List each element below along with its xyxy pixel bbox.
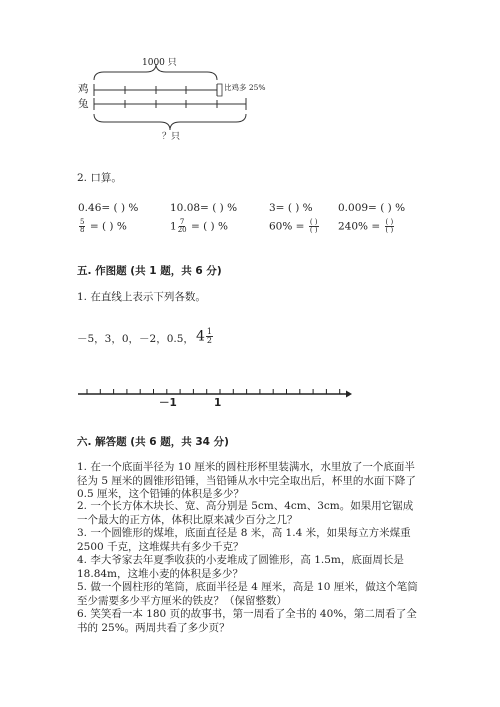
calc-item-3: 3= ( ) % [269,202,313,214]
calc-item-2: 10.08= ( ) % [170,202,238,214]
calc-item-6: 1 $\frac{7}{20}$ = ( ) % [170,218,228,234]
calc-item-8: 240% = $\frac{( )}{( )}$ [338,218,394,234]
total-label: 1000 只 [142,58,177,68]
fraction: $\frac{( )}{( )}$ [309,218,318,234]
calc-item-4: 0.009= ( ) % [338,202,406,214]
calc-item-1: 0.46= ( ) % [78,202,139,214]
bottom-brace [94,114,246,130]
note-label: 比鸡多 25% [224,83,266,92]
problem-1: 1. 在一个底面半径为 10 厘米的圆柱形杯里装满水，水里放了一个底面半径为 5 厘米的圆锥形铅锤，当铅锤从水中完全取出后，杯里的水面下降了 0.5 厘米，这个铅锤的体积是多少？ [77,461,416,500]
problem-3: 3. 一个圆锥形的煤堆，底面直径是 8 米，高 1.4 米，如果每立方米煤重 2500 千克，这堆煤共有多少千克？ [77,527,411,553]
section-5-question: 1. 在直线上表示下列各数。 [77,291,206,303]
problem-6: 6. 笑笑看一本 180 页的故事书，第一周看了全书的 40%，第二周看了全书的 25%。两周共看了多少页？ [77,608,417,634]
arrow-head-icon [346,391,352,398]
rabbit-label: 兔 [78,98,89,110]
problem-4: 4. 李大爷家去年夏季收获的小麦堆成了圆锥形，高 1.5m，底面周长是 18.84m，这堆小麦的体积是多少？ [77,554,404,580]
question-label: ？只 [162,132,181,142]
fraction: $\frac{( )}{( )}$ [385,218,394,234]
section-5-title: 五. 作图题 (共 1 题，共 6 分) [77,265,222,277]
extra-bracket [217,84,222,96]
chicken-label: 鸡 [78,83,89,95]
fraction: $\frac{5}{8}$ [80,218,85,234]
section-2-title: 2. 口算。 [77,172,122,184]
calc-item-7: 60% = $\frac{( )}{( )}$ [269,218,318,234]
problem-5: 5. 做一个圆柱形的笔筒，底面半径是 4 厘米，高是 10 厘米，做这个笔筒至少需要多少平方厘米的铁皮？（保留整数） [77,581,418,607]
axis-label-neg1: －1 [159,397,177,409]
fraction: $\frac{1}{2}$ [206,327,213,345]
problem-2: 2. 一个长方体木块长、宽、高分别是 5cm、4cm、3cm。如果用它锯成一个最大的正方体，体积比原来减少百分之几？ [77,500,414,526]
mixed-number: 4 $\frac{1}{2}$ [196,327,213,345]
fraction: $\frac{7}{20}$ [177,218,187,234]
section-6-title: 六. 解答题 (共 6 题，共 34 分) [77,436,229,448]
axis-label-1: 1 [214,397,222,409]
calc-item-5: $\frac{5}{8}$ = ( ) % [80,218,127,234]
numbers-list: －5，3，0，－2，0.5， [77,333,194,345]
